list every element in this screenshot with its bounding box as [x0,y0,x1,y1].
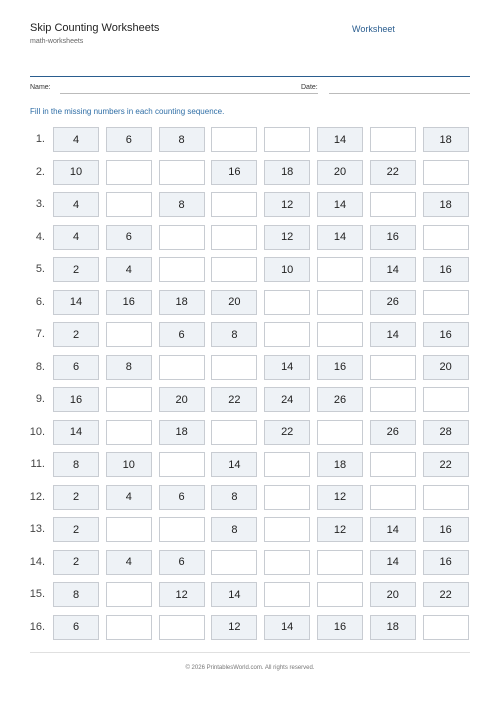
sequence-row [0,322,500,348]
worksheet-badge: Worksheet [352,24,395,34]
row-number: 8. [35,360,45,373]
given-number-cell: 6 [53,355,99,380]
sequence-row [0,225,500,251]
answer-blank-cell[interactable] [423,485,469,510]
given-number-cell: 2 [53,550,99,575]
answer-blank-cell[interactable] [423,160,469,185]
given-number-cell: 18 [317,452,363,477]
given-number-cell: 8 [211,322,257,347]
answer-blank-cell[interactable] [264,517,310,542]
answer-blank-cell[interactable] [106,582,152,607]
given-number-cell: 6 [159,550,205,575]
page-subtitle: math-worksheets [30,38,84,45]
given-number-cell: 28 [423,420,469,445]
given-number-cell: 22 [211,387,257,412]
row-number: 2. [35,165,45,178]
given-number-cell: 16 [53,387,99,412]
given-number-cell: 14 [317,225,363,250]
answer-blank-cell[interactable] [264,550,310,575]
given-number-cell: 4 [106,550,152,575]
given-number-cell: 8 [53,452,99,477]
answer-blank-cell[interactable] [264,452,310,477]
given-number-cell: 16 [423,550,469,575]
answer-blank-cell[interactable] [106,192,152,217]
given-number-cell: 12 [264,192,310,217]
given-number-cell: 14 [53,420,99,445]
date-line[interactable] [329,93,470,94]
given-number-cell: 20 [317,160,363,185]
answer-blank-cell[interactable] [159,160,205,185]
given-number-cell: 18 [159,420,205,445]
answer-blank-cell[interactable] [264,290,310,315]
answer-blank-cell[interactable] [106,322,152,347]
given-number-cell: 18 [423,127,469,152]
sequence-row [0,355,500,381]
sequence-row [0,290,500,316]
row-number: 9. [35,393,45,405]
answer-blank-cell[interactable] [106,387,152,412]
given-number-cell: 14 [264,355,310,380]
given-number-cell: 22 [423,452,469,477]
given-number-cell: 16 [317,615,363,640]
answer-blank-cell[interactable] [317,420,363,445]
given-number-cell: 10 [264,257,310,282]
row-number: 3. [35,198,45,210]
given-number-cell: 14 [370,517,416,542]
given-number-cell: 2 [53,485,99,510]
answer-blank-cell[interactable] [159,615,205,640]
given-number-cell: 16 [423,517,469,542]
answer-blank-cell[interactable] [211,420,257,445]
given-number-cell: 8 [211,485,257,510]
answer-blank-cell[interactable] [211,192,257,217]
answer-blank-cell[interactable] [370,452,416,477]
given-number-cell: 22 [264,420,310,445]
given-number-cell: 14 [317,192,363,217]
row-number: 4. [35,230,45,243]
answer-blank-cell[interactable] [370,387,416,412]
given-number-cell: 12 [317,517,363,542]
given-number-cell: 12 [317,485,363,510]
answer-blank-cell[interactable] [317,550,363,575]
sequence-row [0,387,500,413]
answer-blank-cell[interactable] [106,160,152,185]
row-number: 15. [29,588,45,600]
given-number-cell: 16 [423,322,469,347]
given-number-cell: 2 [53,322,99,347]
answer-blank-cell[interactable] [423,225,469,250]
answer-blank-cell[interactable] [317,322,363,347]
answer-blank-cell[interactable] [370,127,416,152]
given-number-cell: 2 [53,257,99,282]
sequence-row [0,517,500,543]
answer-blank-cell[interactable] [370,485,416,510]
given-number-cell: 16 [317,355,363,380]
row-number: 11. [30,458,45,470]
given-number-cell: 26 [370,290,416,315]
given-number-cell: 14 [53,290,99,315]
row-number: 10. [29,425,45,438]
given-number-cell: 4 [106,485,152,510]
sequence-row [0,582,500,608]
given-number-cell: 16 [423,257,469,282]
answer-blank-cell[interactable] [211,127,257,152]
row-number: 6. [35,295,45,308]
sequence-row [0,420,500,446]
row-number: 12. [29,490,45,503]
row-number: 1. [35,133,45,145]
answer-blank-cell[interactable] [106,517,152,542]
answer-blank-cell[interactable] [211,355,257,380]
given-number-cell: 14 [370,257,416,282]
given-number-cell: 18 [264,160,310,185]
given-number-cell: 12 [264,225,310,250]
row-number: 13. [29,523,45,535]
given-number-cell: 10 [53,160,99,185]
answer-blank-cell[interactable] [264,127,310,152]
given-number-cell: 16 [106,290,152,315]
given-number-cell: 14 [370,550,416,575]
answer-blank-cell[interactable] [106,420,152,445]
given-number-cell: 6 [53,615,99,640]
given-number-cell: 22 [370,160,416,185]
instructions: Fill in the missing numbers in each counting sequence. [30,107,225,116]
answer-blank-cell[interactable] [317,582,363,607]
sequence-row [0,160,500,186]
header-divider [30,76,470,77]
given-number-cell: 14 [317,127,363,152]
given-number-cell: 26 [370,420,416,445]
given-number-cell: 8 [53,582,99,607]
given-number-cell: 18 [370,615,416,640]
row-number: 7. [35,328,45,340]
footer-copyright: © 2026 PrintablesWorld.com. All rights reserved. [185,665,315,671]
answer-blank-cell[interactable] [211,550,257,575]
sequence-row [0,257,500,283]
row-number: 14. [29,555,45,568]
date-label: Date: [301,84,318,91]
answer-blank-cell[interactable] [159,355,205,380]
given-number-cell: 4 [53,192,99,217]
given-number-cell: 4 [106,257,152,282]
sequence-row [0,192,500,218]
answer-blank-cell[interactable] [423,290,469,315]
answer-blank-cell[interactable] [264,582,310,607]
answer-blank-cell[interactable] [370,355,416,380]
given-number-cell: 6 [106,225,152,250]
answer-blank-cell[interactable] [211,257,257,282]
given-number-cell: 12 [159,582,205,607]
answer-blank-cell[interactable] [159,257,205,282]
sequence-row [0,127,500,153]
given-number-cell: 6 [159,485,205,510]
sequence-row [0,452,500,478]
name-date-bar [30,84,470,96]
answer-blank-cell[interactable] [370,192,416,217]
given-number-cell: 14 [211,452,257,477]
given-number-cell: 14 [264,615,310,640]
given-number-cell: 20 [423,355,469,380]
given-number-cell: 20 [159,387,205,412]
given-number-cell: 4 [53,127,99,152]
given-number-cell: 6 [159,322,205,347]
given-number-cell: 26 [317,387,363,412]
given-number-cell: 18 [423,192,469,217]
page-title: Skip Counting Worksheets [30,22,160,34]
given-number-cell: 8 [159,192,205,217]
answer-blank-cell[interactable] [423,615,469,640]
footer-divider [30,652,470,653]
given-number-cell: 8 [106,355,152,380]
answer-blank-cell[interactable] [159,452,205,477]
name-line[interactable] [60,93,318,94]
answer-blank-cell[interactable] [264,322,310,347]
worksheet-header [30,22,470,62]
given-number-cell: 22 [423,582,469,607]
sequence-row [0,485,500,511]
answer-blank-cell[interactable] [423,387,469,412]
given-number-cell: 16 [211,160,257,185]
answer-blank-cell[interactable] [317,257,363,282]
row-number: 16. [29,620,45,633]
answer-blank-cell[interactable] [106,615,152,640]
answer-blank-cell[interactable] [317,290,363,315]
given-number-cell: 6 [106,127,152,152]
given-number-cell: 24 [264,387,310,412]
sequence-row [0,550,500,576]
answer-blank-cell[interactable] [211,225,257,250]
given-number-cell: 2 [53,517,99,542]
answer-blank-cell[interactable] [159,225,205,250]
given-number-cell: 20 [211,290,257,315]
given-number-cell: 20 [370,582,416,607]
given-number-cell: 16 [370,225,416,250]
sequence-row [0,615,500,641]
given-number-cell: 14 [211,582,257,607]
answer-blank-cell[interactable] [264,485,310,510]
row-number: 5. [35,263,45,275]
given-number-cell: 8 [211,517,257,542]
given-number-cell: 8 [159,127,205,152]
given-number-cell: 18 [159,290,205,315]
given-number-cell: 12 [211,615,257,640]
given-number-cell: 14 [370,322,416,347]
given-number-cell: 4 [53,225,99,250]
given-number-cell: 10 [106,452,152,477]
name-label: Name: [30,84,51,91]
answer-blank-cell[interactable] [159,517,205,542]
